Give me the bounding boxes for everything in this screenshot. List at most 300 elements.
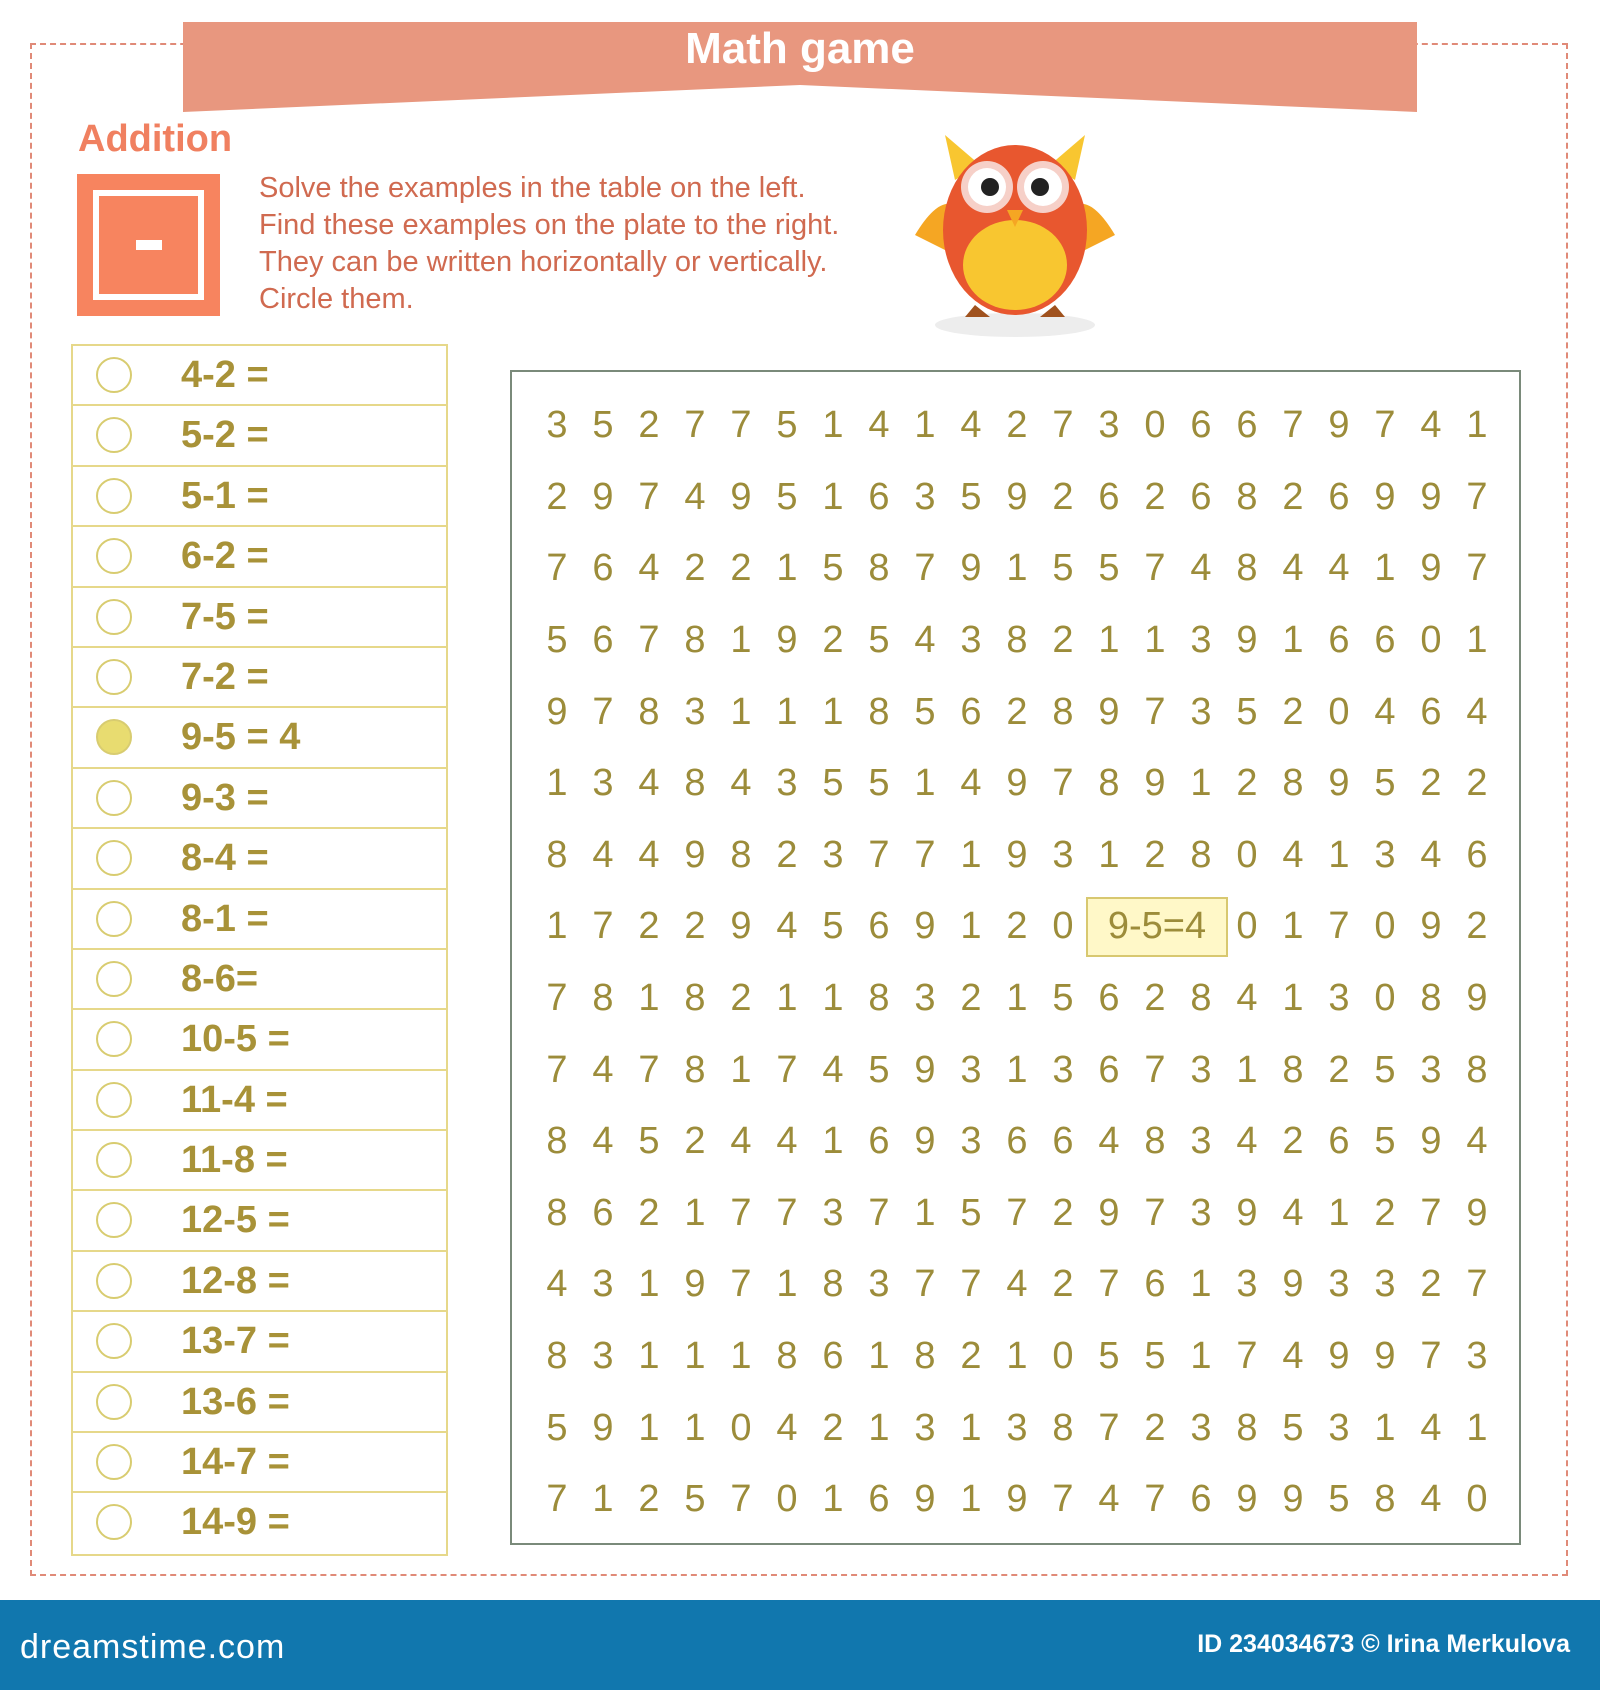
- grid-digit[interactable]: 1: [592, 1478, 614, 1521]
- grid-digit[interactable]: 8: [546, 833, 568, 876]
- grid-digit[interactable]: 1: [776, 1263, 798, 1306]
- grid-digit[interactable]: 7: [1052, 1478, 1074, 1521]
- answer-checkbox[interactable]: [96, 1263, 132, 1299]
- grid-digit[interactable]: 5: [1328, 1478, 1350, 1521]
- answer-checkbox[interactable]: [96, 961, 132, 997]
- grid-digit[interactable]: 7: [546, 547, 568, 590]
- grid-digit[interactable]: 7: [1098, 1406, 1120, 1449]
- grid-digit[interactable]: 5: [776, 404, 798, 447]
- grid-digit[interactable]: 0: [1144, 404, 1166, 447]
- grid-digit[interactable]: 6: [592, 619, 614, 662]
- grid-digit[interactable]: 1: [730, 690, 752, 733]
- grid-digit[interactable]: 8: [684, 619, 706, 662]
- grid-digit[interactable]: 4: [1282, 547, 1304, 590]
- grid-digit[interactable]: 9: [1006, 762, 1028, 805]
- grid-digit[interactable]: 9: [1006, 475, 1028, 518]
- grid-digit[interactable]: 7: [868, 833, 890, 876]
- grid-digit[interactable]: 2: [730, 547, 752, 590]
- grid-digit[interactable]: 8: [1282, 762, 1304, 805]
- grid-digit[interactable]: 7: [1466, 475, 1488, 518]
- grid-digit[interactable]: 2: [1144, 833, 1166, 876]
- grid-digit[interactable]: 6: [1190, 1478, 1212, 1521]
- grid-digit[interactable]: 6: [1236, 404, 1258, 447]
- grid-digit[interactable]: 1: [1144, 619, 1166, 662]
- grid-digit[interactable]: 3: [592, 1263, 614, 1306]
- grid-digit[interactable]: 2: [684, 1120, 706, 1163]
- grid-digit[interactable]: 2: [960, 1335, 982, 1378]
- grid-digit[interactable]: 2: [1052, 619, 1074, 662]
- grid-digit[interactable]: 7: [868, 1191, 890, 1234]
- grid-digit[interactable]: 7: [1466, 1263, 1488, 1306]
- grid-digit[interactable]: 1: [638, 1263, 660, 1306]
- grid-digit[interactable]: 7: [914, 547, 936, 590]
- grid-digit[interactable]: 1: [1190, 1335, 1212, 1378]
- grid-digit[interactable]: 2: [1052, 1263, 1074, 1306]
- answer-checkbox[interactable]: [96, 538, 132, 574]
- grid-digit[interactable]: 6: [1328, 1120, 1350, 1163]
- grid-digit[interactable]: 1: [822, 977, 844, 1020]
- grid-digit[interactable]: 7: [1052, 762, 1074, 805]
- grid-digit[interactable]: 1: [914, 762, 936, 805]
- grid-digit[interactable]: 4: [730, 762, 752, 805]
- grid-digit[interactable]: 3: [776, 762, 798, 805]
- grid-digit[interactable]: 1: [1282, 619, 1304, 662]
- grid-digit[interactable]: 9: [546, 690, 568, 733]
- grid-digit[interactable]: 2: [638, 905, 660, 948]
- grid-digit[interactable]: 6: [1466, 833, 1488, 876]
- grid-digit[interactable]: 2: [1236, 762, 1258, 805]
- grid-digit[interactable]: 8: [1190, 833, 1212, 876]
- grid-digit[interactable]: 4: [1420, 1478, 1442, 1521]
- grid-digit[interactable]: 9: [776, 619, 798, 662]
- grid-digit[interactable]: 5: [960, 1191, 982, 1234]
- grid-digit[interactable]: 9: [684, 1263, 706, 1306]
- grid-digit[interactable]: 2: [776, 833, 798, 876]
- grid-digit[interactable]: 9: [1098, 1191, 1120, 1234]
- grid-digit[interactable]: 5: [914, 690, 936, 733]
- grid-digit[interactable]: 4: [776, 1406, 798, 1449]
- grid-digit[interactable]: 9: [592, 475, 614, 518]
- grid-digit[interactable]: 7: [1236, 1335, 1258, 1378]
- grid-digit[interactable]: 9: [960, 547, 982, 590]
- grid-digit[interactable]: 1: [1006, 1335, 1028, 1378]
- grid-digit[interactable]: 7: [638, 475, 660, 518]
- grid-digit[interactable]: 6: [1190, 475, 1212, 518]
- grid-digit[interactable]: 5: [1236, 690, 1258, 733]
- grid-digit[interactable]: 3: [1190, 619, 1212, 662]
- grid-digit[interactable]: 5: [822, 762, 844, 805]
- grid-digit[interactable]: 6: [822, 1335, 844, 1378]
- grid-digit[interactable]: 8: [1098, 762, 1120, 805]
- grid-digit[interactable]: 5: [1098, 547, 1120, 590]
- grid-digit[interactable]: 7: [1466, 547, 1488, 590]
- grid-digit[interactable]: 1: [1466, 404, 1488, 447]
- grid-digit[interactable]: 6: [1098, 977, 1120, 1020]
- grid-digit[interactable]: 4: [960, 404, 982, 447]
- grid-digit[interactable]: 7: [960, 1263, 982, 1306]
- grid-digit[interactable]: 3: [1190, 1406, 1212, 1449]
- grid-digit[interactable]: 0: [1236, 905, 1258, 948]
- grid-digit[interactable]: 1: [1328, 833, 1350, 876]
- grid-digit[interactable]: 1: [868, 1406, 890, 1449]
- grid-digit[interactable]: 7: [638, 1048, 660, 1091]
- answer-checkbox[interactable]: [96, 780, 132, 816]
- grid-digit[interactable]: 3: [868, 1263, 890, 1306]
- grid-digit[interactable]: 7: [1328, 905, 1350, 948]
- grid-digit[interactable]: 8: [868, 547, 890, 590]
- grid-digit[interactable]: 2: [1282, 475, 1304, 518]
- grid-digit[interactable]: 8: [1144, 1120, 1166, 1163]
- grid-digit[interactable]: 3: [960, 619, 982, 662]
- grid-digit[interactable]: 3: [1328, 1406, 1350, 1449]
- grid-digit[interactable]: 7: [1144, 547, 1166, 590]
- grid-digit[interactable]: 9: [1144, 762, 1166, 805]
- grid-digit[interactable]: 5: [638, 1120, 660, 1163]
- grid-digit[interactable]: 2: [638, 404, 660, 447]
- grid-digit[interactable]: 9: [1374, 1335, 1396, 1378]
- grid-digit[interactable]: 1: [1098, 619, 1120, 662]
- answer-checkbox[interactable]: [96, 1021, 132, 1057]
- answer-checkbox[interactable]: [96, 1504, 132, 1540]
- grid-digit[interactable]: 2: [1420, 1263, 1442, 1306]
- grid-digit[interactable]: 7: [546, 1048, 568, 1091]
- grid-digit[interactable]: 1: [868, 1335, 890, 1378]
- grid-digit[interactable]: 3: [914, 977, 936, 1020]
- grid-digit[interactable]: 3: [914, 1406, 936, 1449]
- grid-digit[interactable]: 4: [776, 905, 798, 948]
- grid-digit[interactable]: 8: [546, 1120, 568, 1163]
- grid-digit[interactable]: 5: [822, 547, 844, 590]
- grid-digit[interactable]: 1: [1374, 547, 1396, 590]
- grid-digit[interactable]: 2: [1420, 762, 1442, 805]
- grid-digit[interactable]: 9: [914, 1120, 936, 1163]
- grid-digit[interactable]: 2: [638, 1191, 660, 1234]
- grid-digit[interactable]: 1: [1236, 1048, 1258, 1091]
- grid-digit[interactable]: 4: [592, 1048, 614, 1091]
- grid-digit[interactable]: 2: [546, 475, 568, 518]
- grid-digit[interactable]: 4: [638, 762, 660, 805]
- grid-digit[interactable]: 3: [1190, 690, 1212, 733]
- grid-digit[interactable]: 4: [960, 762, 982, 805]
- grid-digit[interactable]: 1: [730, 1335, 752, 1378]
- grid-digit[interactable]: 2: [1466, 905, 1488, 948]
- grid-digit[interactable]: 3: [960, 1048, 982, 1091]
- grid-digit[interactable]: 4: [1236, 977, 1258, 1020]
- grid-digit[interactable]: 1: [638, 977, 660, 1020]
- grid-digit[interactable]: 7: [1144, 1191, 1166, 1234]
- grid-digit[interactable]: 9: [684, 833, 706, 876]
- grid-digit[interactable]: 9: [914, 1478, 936, 1521]
- grid-digit[interactable]: 3: [592, 762, 614, 805]
- grid-digit[interactable]: 7: [730, 404, 752, 447]
- grid-digit[interactable]: 8: [684, 762, 706, 805]
- grid-digit[interactable]: 1: [822, 1120, 844, 1163]
- grid-digit[interactable]: 2: [1282, 1120, 1304, 1163]
- grid-digit[interactable]: 1: [638, 1406, 660, 1449]
- grid-digit[interactable]: 1: [1374, 1406, 1396, 1449]
- grid-digit[interactable]: 6: [1052, 1120, 1074, 1163]
- grid-digit[interactable]: 9: [1466, 1191, 1488, 1234]
- grid-digit[interactable]: 6: [868, 1478, 890, 1521]
- grid-digit[interactable]: 7: [914, 833, 936, 876]
- grid-digit[interactable]: 8: [1236, 547, 1258, 590]
- grid-digit[interactable]: 3: [822, 1191, 844, 1234]
- answer-checkbox[interactable]: [96, 1142, 132, 1178]
- grid-digit[interactable]: 5: [1098, 1335, 1120, 1378]
- grid-digit[interactable]: 2: [1006, 690, 1028, 733]
- grid-digit[interactable]: 0: [1236, 833, 1258, 876]
- grid-digit[interactable]: 9: [1006, 1478, 1028, 1521]
- grid-digit[interactable]: 1: [914, 1191, 936, 1234]
- grid-digit[interactable]: 1: [684, 1335, 706, 1378]
- grid-digit[interactable]: 4: [1282, 833, 1304, 876]
- grid-digit[interactable]: 4: [1098, 1478, 1120, 1521]
- grid-digit[interactable]: 4: [638, 547, 660, 590]
- grid-digit[interactable]: 3: [822, 833, 844, 876]
- grid-digit[interactable]: 5: [1374, 1048, 1396, 1091]
- grid-digit[interactable]: 6: [1190, 404, 1212, 447]
- grid-digit[interactable]: 1: [776, 977, 798, 1020]
- grid-digit[interactable]: 7: [546, 1478, 568, 1521]
- grid-digit[interactable]: 2: [1052, 1191, 1074, 1234]
- grid-digit[interactable]: 7: [776, 1048, 798, 1091]
- grid-digit[interactable]: 9: [1236, 1191, 1258, 1234]
- answer-checkbox[interactable]: [96, 901, 132, 937]
- grid-digit[interactable]: 3: [684, 690, 706, 733]
- grid-digit[interactable]: 3: [960, 1120, 982, 1163]
- grid-digit[interactable]: 1: [960, 1478, 982, 1521]
- grid-digit[interactable]: 4: [776, 1120, 798, 1163]
- grid-digit[interactable]: 7: [684, 404, 706, 447]
- grid-digit[interactable]: 2: [960, 977, 982, 1020]
- grid-digit[interactable]: 1: [1190, 1263, 1212, 1306]
- grid-digit[interactable]: 0: [776, 1478, 798, 1521]
- grid-digit[interactable]: 6: [1420, 690, 1442, 733]
- grid-digit[interactable]: 9: [914, 1048, 936, 1091]
- grid-digit[interactable]: 7: [1420, 1191, 1442, 1234]
- grid-digit[interactable]: 7: [1052, 404, 1074, 447]
- grid-digit[interactable]: 6: [868, 475, 890, 518]
- grid-digit[interactable]: 3: [1190, 1048, 1212, 1091]
- grid-digit[interactable]: 1: [914, 404, 936, 447]
- grid-digit[interactable]: 0: [1420, 619, 1442, 662]
- grid-digit[interactable]: 8: [1006, 619, 1028, 662]
- grid-digit[interactable]: 1: [1282, 977, 1304, 1020]
- grid-digit[interactable]: 0: [1466, 1478, 1488, 1521]
- grid-digit[interactable]: 1: [1328, 1191, 1350, 1234]
- grid-digit[interactable]: 6: [1098, 475, 1120, 518]
- grid-digit[interactable]: 8: [1052, 690, 1074, 733]
- grid-digit[interactable]: 0: [1374, 977, 1396, 1020]
- grid-digit[interactable]: 7: [592, 690, 614, 733]
- answer-checkbox[interactable]: [96, 1323, 132, 1359]
- grid-digit[interactable]: 8: [638, 690, 660, 733]
- grid-digit[interactable]: 2: [1466, 762, 1488, 805]
- grid-digit[interactable]: 9: [914, 905, 936, 948]
- grid-digit[interactable]: 8: [546, 1191, 568, 1234]
- grid-digit[interactable]: 8: [1466, 1048, 1488, 1091]
- grid-digit[interactable]: 4: [730, 1120, 752, 1163]
- grid-digit[interactable]: 3: [1190, 1191, 1212, 1234]
- grid-digit[interactable]: 9: [1374, 475, 1396, 518]
- grid-digit[interactable]: 7: [776, 1191, 798, 1234]
- grid-digit[interactable]: 6: [1006, 1120, 1028, 1163]
- grid-digit[interactable]: 9: [592, 1406, 614, 1449]
- grid-digit[interactable]: 9: [730, 475, 752, 518]
- grid-digit[interactable]: 9: [730, 905, 752, 948]
- grid-digit[interactable]: 8: [1236, 1406, 1258, 1449]
- grid-digit[interactable]: 2: [1374, 1191, 1396, 1234]
- grid-digit[interactable]: 9: [1328, 1335, 1350, 1378]
- grid-digit[interactable]: 9: [1420, 1120, 1442, 1163]
- grid-digit[interactable]: 8: [1052, 1406, 1074, 1449]
- answer-checkbox[interactable]: [96, 357, 132, 393]
- grid-digit[interactable]: 9: [1466, 977, 1488, 1020]
- grid-digit[interactable]: 8: [868, 690, 890, 733]
- grid-digit[interactable]: 6: [868, 905, 890, 948]
- grid-digit[interactable]: 5: [822, 905, 844, 948]
- grid-digit[interactable]: 2: [822, 1406, 844, 1449]
- grid-digit[interactable]: 4: [868, 404, 890, 447]
- grid-digit[interactable]: 7: [638, 619, 660, 662]
- grid-digit[interactable]: 6: [1328, 475, 1350, 518]
- grid-digit[interactable]: 5: [1374, 1120, 1396, 1163]
- grid-digit[interactable]: 5: [546, 1406, 568, 1449]
- grid-digit[interactable]: 3: [1374, 1263, 1396, 1306]
- grid-digit[interactable]: 1: [960, 905, 982, 948]
- grid-digit[interactable]: 7: [1420, 1335, 1442, 1378]
- grid-digit[interactable]: 7: [730, 1263, 752, 1306]
- grid-digit[interactable]: 8: [684, 1048, 706, 1091]
- grid-digit[interactable]: 5: [868, 762, 890, 805]
- grid-digit[interactable]: 9: [1006, 833, 1028, 876]
- grid-digit[interactable]: 3: [1052, 1048, 1074, 1091]
- grid-digit[interactable]: 6: [868, 1120, 890, 1163]
- grid-digit[interactable]: 2: [1052, 475, 1074, 518]
- grid-digit[interactable]: 2: [1006, 404, 1028, 447]
- grid-digit[interactable]: 4: [684, 475, 706, 518]
- grid-digit[interactable]: 7: [914, 1263, 936, 1306]
- grid-digit[interactable]: 4: [1282, 1335, 1304, 1378]
- grid-digit[interactable]: 8: [1190, 977, 1212, 1020]
- grid-digit[interactable]: 1: [1006, 547, 1028, 590]
- grid-digit[interactable]: 3: [1420, 1048, 1442, 1091]
- grid-digit[interactable]: 9: [1098, 690, 1120, 733]
- grid-digit[interactable]: 6: [960, 690, 982, 733]
- grid-digit[interactable]: 8: [546, 1335, 568, 1378]
- grid-digit[interactable]: 1: [1006, 1048, 1028, 1091]
- answer-checkbox[interactable]: [96, 599, 132, 635]
- grid-digit[interactable]: 1: [1466, 1406, 1488, 1449]
- grid-digit[interactable]: 1: [822, 475, 844, 518]
- grid-digit[interactable]: 3: [1374, 833, 1396, 876]
- grid-digit[interactable]: 2: [822, 619, 844, 662]
- grid-digit[interactable]: 1: [546, 762, 568, 805]
- answer-checkbox-checked[interactable]: [96, 719, 132, 755]
- grid-digit[interactable]: 5: [1374, 762, 1396, 805]
- grid-digit[interactable]: 4: [1420, 404, 1442, 447]
- answer-checkbox[interactable]: [96, 1444, 132, 1480]
- grid-digit[interactable]: 0: [1052, 905, 1074, 948]
- grid-digit[interactable]: 5: [868, 619, 890, 662]
- grid-digit[interactable]: 0: [1328, 690, 1350, 733]
- grid-digit[interactable]: 0: [730, 1406, 752, 1449]
- grid-digit[interactable]: 8: [914, 1335, 936, 1378]
- grid-digit[interactable]: 2: [1144, 475, 1166, 518]
- grid-digit[interactable]: 9: [1282, 1478, 1304, 1521]
- grid-digit[interactable]: 9: [1328, 404, 1350, 447]
- grid-digit[interactable]: 4: [914, 619, 936, 662]
- grid-digit[interactable]: 9: [1236, 1478, 1258, 1521]
- grid-digit[interactable]: 5: [960, 475, 982, 518]
- grid-digit[interactable]: 1: [822, 690, 844, 733]
- grid-digit[interactable]: 3: [1052, 833, 1074, 876]
- grid-digit[interactable]: 2: [684, 547, 706, 590]
- answer-checkbox[interactable]: [96, 1082, 132, 1118]
- grid-digit[interactable]: 4: [1466, 1120, 1488, 1163]
- grid-digit[interactable]: 5: [1282, 1406, 1304, 1449]
- answer-checkbox[interactable]: [96, 1384, 132, 1420]
- answer-checkbox[interactable]: [96, 478, 132, 514]
- grid-digit[interactable]: 1: [684, 1191, 706, 1234]
- grid-digit[interactable]: 2: [1328, 1048, 1350, 1091]
- grid-digit[interactable]: 1: [960, 1406, 982, 1449]
- grid-digit[interactable]: 7: [592, 905, 614, 948]
- grid-digit[interactable]: 3: [1236, 1263, 1258, 1306]
- grid-digit[interactable]: 8: [1236, 475, 1258, 518]
- answer-checkbox[interactable]: [96, 417, 132, 453]
- grid-digit[interactable]: 3: [1098, 404, 1120, 447]
- grid-digit[interactable]: 8: [868, 977, 890, 1020]
- grid-digit[interactable]: 4: [1282, 1191, 1304, 1234]
- grid-digit[interactable]: 9: [1420, 905, 1442, 948]
- grid-digit[interactable]: 4: [1420, 833, 1442, 876]
- grid-digit[interactable]: 1: [638, 1335, 660, 1378]
- grid-digit[interactable]: 8: [1282, 1048, 1304, 1091]
- grid-digit[interactable]: 3: [1328, 1263, 1350, 1306]
- grid-digit[interactable]: 0: [1374, 905, 1396, 948]
- answer-checkbox[interactable]: [96, 1202, 132, 1238]
- grid-digit[interactable]: 3: [546, 404, 568, 447]
- grid-digit[interactable]: 2: [1144, 977, 1166, 1020]
- dreamstime-logo[interactable]: dreamstime.com: [20, 1628, 286, 1666]
- found-example-highlight[interactable]: 9-5=4: [1086, 897, 1228, 957]
- grid-digit[interactable]: 5: [546, 619, 568, 662]
- grid-digit[interactable]: 8: [684, 977, 706, 1020]
- grid-digit[interactable]: 4: [1420, 1406, 1442, 1449]
- grid-digit[interactable]: 2: [684, 905, 706, 948]
- answer-checkbox[interactable]: [96, 840, 132, 876]
- grid-digit[interactable]: 1: [960, 833, 982, 876]
- grid-digit[interactable]: 2: [1282, 690, 1304, 733]
- grid-digit[interactable]: 7: [1144, 1478, 1166, 1521]
- grid-digit[interactable]: 9: [1420, 547, 1442, 590]
- grid-digit[interactable]: 4: [1374, 690, 1396, 733]
- grid-digit[interactable]: 2: [638, 1478, 660, 1521]
- grid-digit[interactable]: 7: [1098, 1263, 1120, 1306]
- grid-digit[interactable]: 4: [1466, 690, 1488, 733]
- grid-digit[interactable]: 5: [1052, 977, 1074, 1020]
- grid-digit[interactable]: 1: [822, 1478, 844, 1521]
- grid-digit[interactable]: 5: [1052, 547, 1074, 590]
- grid-digit[interactable]: 7: [730, 1478, 752, 1521]
- grid-digit[interactable]: 4: [546, 1263, 568, 1306]
- grid-digit[interactable]: 3: [1006, 1406, 1028, 1449]
- grid-digit[interactable]: 6: [1374, 619, 1396, 662]
- grid-digit[interactable]: 1: [776, 547, 798, 590]
- grid-digit[interactable]: 7: [1282, 404, 1304, 447]
- grid-digit[interactable]: 8: [592, 977, 614, 1020]
